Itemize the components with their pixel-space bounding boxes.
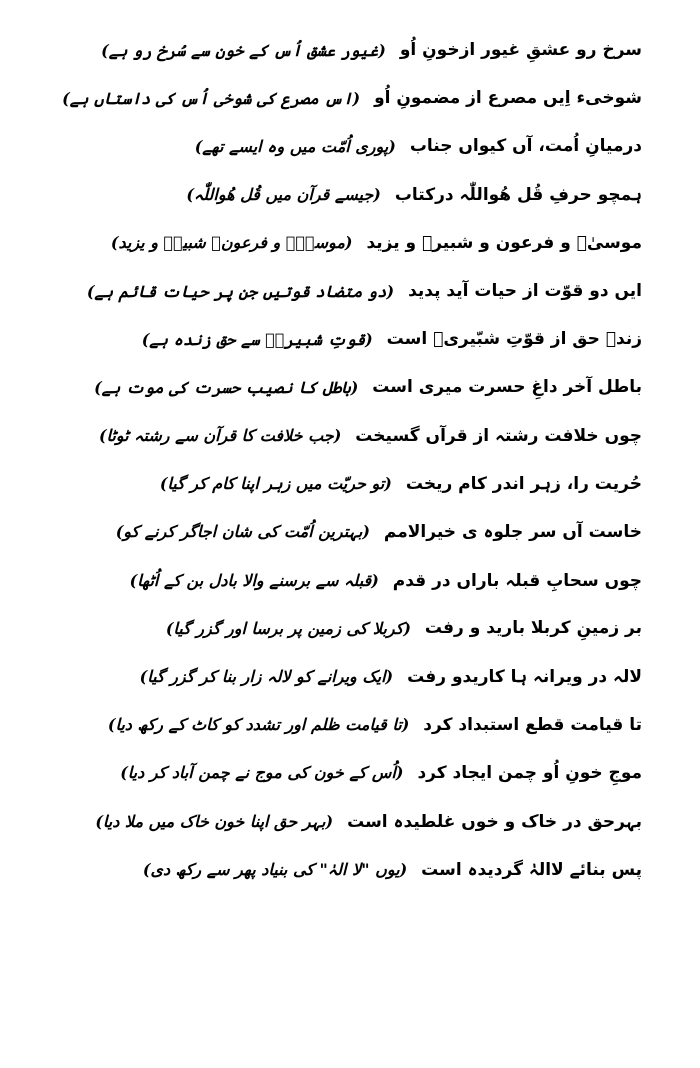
persian-text: چوں سحابِ قبلہ باراں در قدم xyxy=(392,570,642,591)
verse-line xyxy=(0,74,700,122)
urdu-translation: (پوری اُمّت میں وہ ایسے تھے) xyxy=(194,136,396,156)
urdu-translation: (موسیٰؑ و فرعون۔ شبیرؑ و یزید) xyxy=(110,233,353,253)
verse-line xyxy=(0,508,700,556)
urdu-translation: (کربلا کی زمین پر برسا اور گزر گیا) xyxy=(165,618,411,638)
persian-text: سرخ رو عشقِ غیور ازخونِ اُو xyxy=(399,40,642,61)
verse-line xyxy=(0,412,700,460)
verse-line xyxy=(0,315,700,363)
persian-text: درمیانِ اُمت، آں کیواں جناب xyxy=(409,136,642,157)
verse-line xyxy=(0,219,700,267)
urdu-translation: (اُس کے خون کی موج نے چمن آباد کر دیا) xyxy=(120,763,404,783)
persian-text: موسیٰؑ و فرعون و شبیرؑ و یزید xyxy=(366,232,642,253)
persian-text: بر زمینِ کربلا بارید و رفت xyxy=(424,618,642,639)
verse-line xyxy=(0,749,700,797)
urdu-translation: (جب خلافت کا قرآن سے رشتہ ٹوٹا) xyxy=(98,426,342,446)
persian-text: خاست آں سر جلوہ ی خیرالامم xyxy=(383,522,642,543)
urdu-translation: (تو حریّت میں زہر اپنا کام کر گیا) xyxy=(159,474,392,494)
urdu-translation: (دو متضاد قوتیں جن پر حیات قائم ہے) xyxy=(86,281,395,301)
persian-text: پس بنائے لاالہٰ گردیدہ است xyxy=(421,859,642,880)
urdu-translation: (یوں "لا الہٰ" کی بنیاد پھر سے رکھ دی) xyxy=(142,859,408,879)
urdu-translation: (قوتِ شبیریؑ سے حق زندہ ہے) xyxy=(141,329,373,349)
verse-line xyxy=(0,460,700,508)
persian-text: شوخیء اِیں مصرع از مضمونِ اُو xyxy=(374,88,642,109)
verse-line xyxy=(0,363,700,411)
persian-text: حُریت را، زہر اندر کام ریخت xyxy=(405,474,642,495)
urdu-translation: (باطل کا نصیب حسرت کی موت ہے) xyxy=(94,377,359,397)
persian-text: لالہ در ویرانہ ہا کاریدو رفت xyxy=(407,667,642,688)
verse-line xyxy=(0,652,700,700)
persian-text: ہمچو حرفِ قُل ھُواللّٰہ درکتاب xyxy=(394,185,642,206)
urdu-translation: (تا قیامت ظلم اور تشدد کو کاٹ کے رکھ دیا) xyxy=(107,715,410,735)
urdu-translation: (قبلہ سے برسنے والا بادل بن کے اُٹھا) xyxy=(129,570,379,590)
urdu-translation: (بہترین اُمّت کی شان اجاگر کرنے کو) xyxy=(115,522,370,542)
persian-text: چوں خلافت رشتہ از قرآں گسیخت xyxy=(355,426,642,447)
verse-line xyxy=(0,845,700,893)
verse-line xyxy=(0,26,700,74)
urdu-translation: (غیور عشق اُس کے خون سے سُرخ رو ہے) xyxy=(101,40,386,60)
persian-text: باطل آخر داغِ حسرت میری است xyxy=(372,377,642,398)
persian-text: زندہ حق از قوّتِ شبّیریؑ است xyxy=(386,329,642,350)
verse-line xyxy=(0,604,700,652)
verse-line xyxy=(0,171,700,219)
persian-text: بہرحق در خاک و خوں غلطیدہ است xyxy=(347,811,642,832)
urdu-translation: (اس مصرع کی شوخی اُس کی داستاں ہے) xyxy=(62,88,361,108)
persian-text: تا قیامت قطع استبداد کرد xyxy=(423,714,642,735)
urdu-translation: (ایک ویرانے کو لالہ زار بنا کر گزر گیا) xyxy=(139,667,394,687)
urdu-translation: (جیسے قرآن میں قُل ھُواللّٰہ) xyxy=(186,185,381,205)
verse-line xyxy=(0,556,700,604)
verse-line xyxy=(0,701,700,749)
verse-line xyxy=(0,122,700,170)
verse-line xyxy=(0,797,700,845)
urdu-translation: (بہر حق اپنا خون خاک میں ملا دیا) xyxy=(95,811,334,831)
verse-line xyxy=(0,267,700,315)
persian-text: ایں دو قوّت از حیات آید پدید xyxy=(408,281,642,302)
persian-text: موجِ خونِ اُو چمن ایجاد کرد xyxy=(417,762,642,783)
